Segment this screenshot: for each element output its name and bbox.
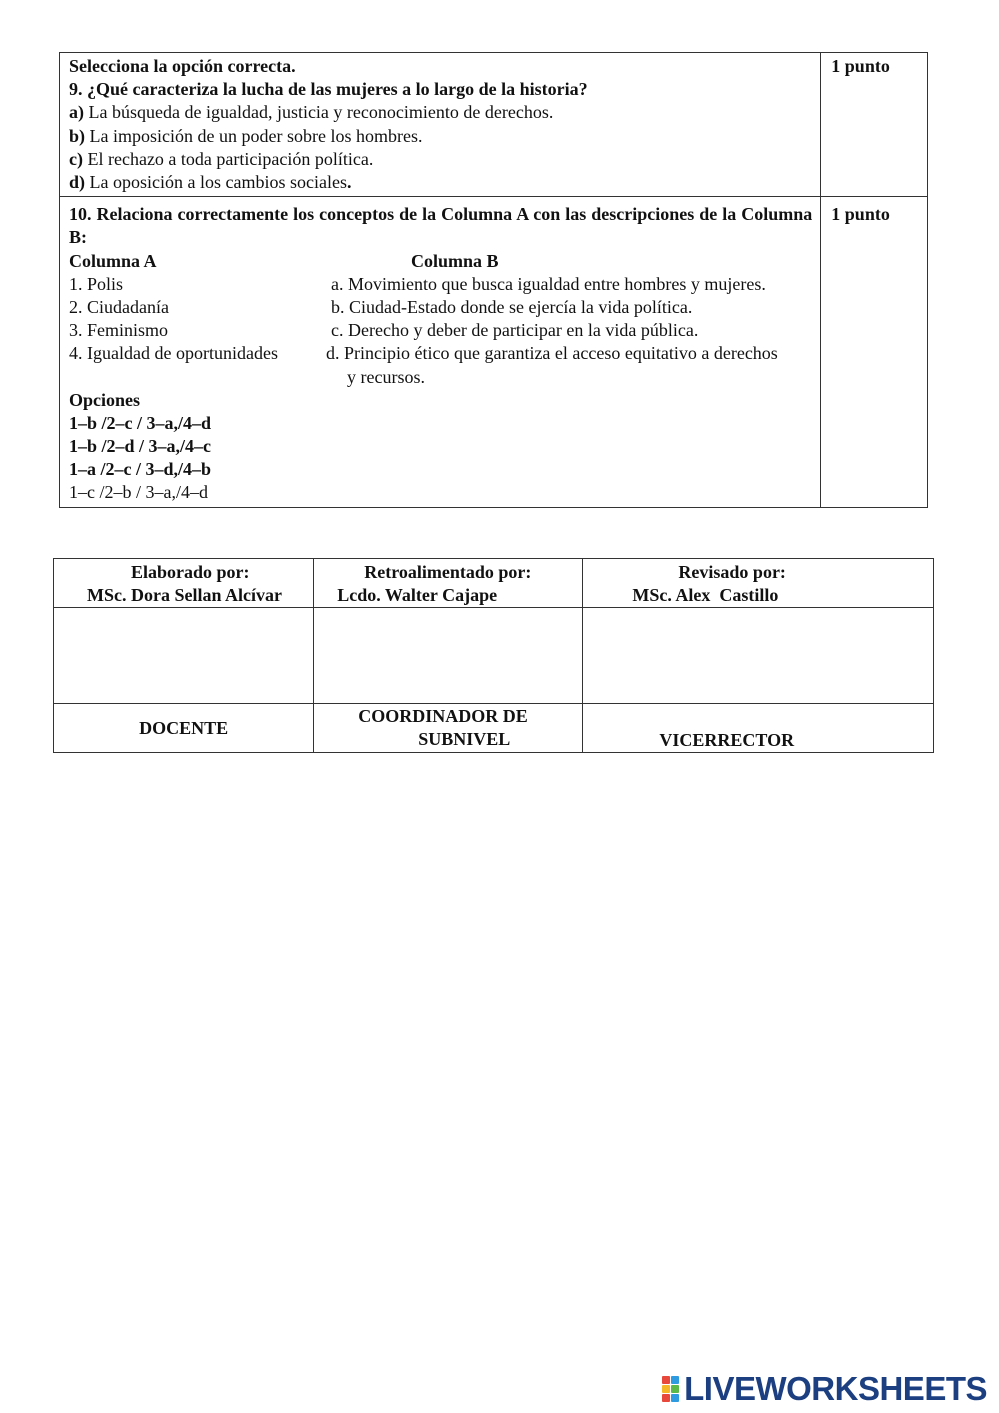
revisado-label: Revisado por: (678, 562, 786, 582)
option-text: La búsqueda de igualdad, justicia y reconocimiento de derechos. (84, 102, 554, 123)
elaborado-name: MSc. Dora Sellan Alcívar (87, 585, 282, 605)
questions-table (59, 52, 928, 508)
q10-options-label: Opciones (69, 389, 141, 410)
column-b-item: c. Derecho y deber de participar en la vida pública. (331, 320, 699, 341)
signature-space (54, 608, 314, 704)
question-10-content (60, 197, 821, 507)
column-a-header: Columna A (69, 250, 157, 271)
option-text: El rechazo a toda participación política. (82, 148, 374, 169)
logo-block (671, 1394, 679, 1402)
revisado-cell (583, 559, 934, 608)
elaborado-cell (54, 559, 314, 608)
q9-option-d (69, 171, 812, 194)
q10-columns (69, 250, 812, 389)
elaborado-label: Elaborado por: (131, 562, 250, 582)
logo-text: LIVEWORKSHEETS (684, 1370, 987, 1407)
option-letter: a) (69, 102, 84, 123)
logo-blocks-icon (662, 1376, 679, 1402)
signature-table (53, 558, 934, 753)
option-letter: c) (69, 148, 83, 169)
question-9-row (60, 53, 928, 197)
column-a (69, 250, 369, 366)
q10-option: 1–a /2–c / 3–d,/4–b (69, 459, 212, 480)
option-text: La oposición a los cambios sociales (85, 172, 347, 193)
column-b-item: a. Movimiento que busca igualdad entre hombres y mujeres. (331, 273, 766, 294)
column-b-item: d. Principio ético que garantiza el acceso equitativo a derechos (326, 343, 778, 364)
option-letter: b) (69, 125, 86, 146)
logo-block (671, 1385, 679, 1393)
column-b-header: Columna B (411, 250, 499, 271)
column-b-item: b. Ciudad-Estado donde se ejercía la vida política. (331, 297, 693, 318)
signature-header-row (54, 559, 934, 608)
option-letter: d) (69, 172, 86, 193)
logo-block (671, 1376, 679, 1384)
column-a-item: 1. Polis (69, 273, 124, 294)
q9-instruction: Selecciona la opción correcta. (69, 56, 296, 76)
liveworksheets-logo (662, 1372, 987, 1406)
option-text: La imposición de un poder sobre los hombres. (85, 125, 423, 146)
retro-label: Retroalimentado por: (364, 562, 532, 582)
q10-points: 1 punto (821, 197, 928, 507)
logo-block (662, 1394, 670, 1402)
role-coordinador-line2: SUBNIVEL (418, 729, 511, 749)
q10-option: 1–c /2–b / 3–a,/4–d (69, 482, 208, 503)
signature-space-row (54, 608, 934, 704)
column-a-item: 3. Feminismo (69, 320, 169, 341)
signature-space (583, 608, 934, 704)
logo-block (662, 1376, 670, 1384)
signature-space (314, 608, 583, 704)
role-coordinador-line1: COORDINADOR DE (358, 706, 528, 726)
column-a-item: 4. Igualdad de oportunidades (69, 343, 278, 364)
q10-option: 1–b /2–c / 3–a,/4–d (69, 412, 212, 433)
question-10-row (60, 197, 928, 507)
question-9-content (60, 53, 821, 197)
q9-option-c (69, 148, 812, 171)
signature-role-row (54, 704, 934, 753)
q10-option: 1–b /2–d / 3–a,/4–c (69, 436, 212, 457)
q9-option-a (69, 101, 812, 124)
retro-cell (314, 559, 583, 608)
role-vicerrector: VICERRECTOR (583, 704, 934, 753)
column-b (326, 250, 831, 389)
revisado-name: MSc. Alex Castillo (632, 585, 779, 605)
option-tail: . (346, 172, 352, 193)
logo-block (662, 1385, 670, 1393)
retro-name: Lcdo. Walter Cajape (337, 585, 498, 605)
q9-question: 9. ¿Qué caracteriza la lucha de las mujeres a lo largo de la historia? (69, 79, 588, 100)
q9-points: 1 punto (821, 53, 928, 197)
q9-option-b (69, 125, 812, 148)
role-docente: DOCENTE (54, 704, 314, 753)
role-coordinador-cell (314, 704, 583, 753)
column-b-item-continuation: y recursos. (347, 366, 425, 387)
column-a-item: 2. Ciudadanía (69, 297, 169, 318)
q10-question: 10. Relaciona correctamente los conceptos de la Columna A con las descripciones de la Columna B: (69, 204, 813, 248)
